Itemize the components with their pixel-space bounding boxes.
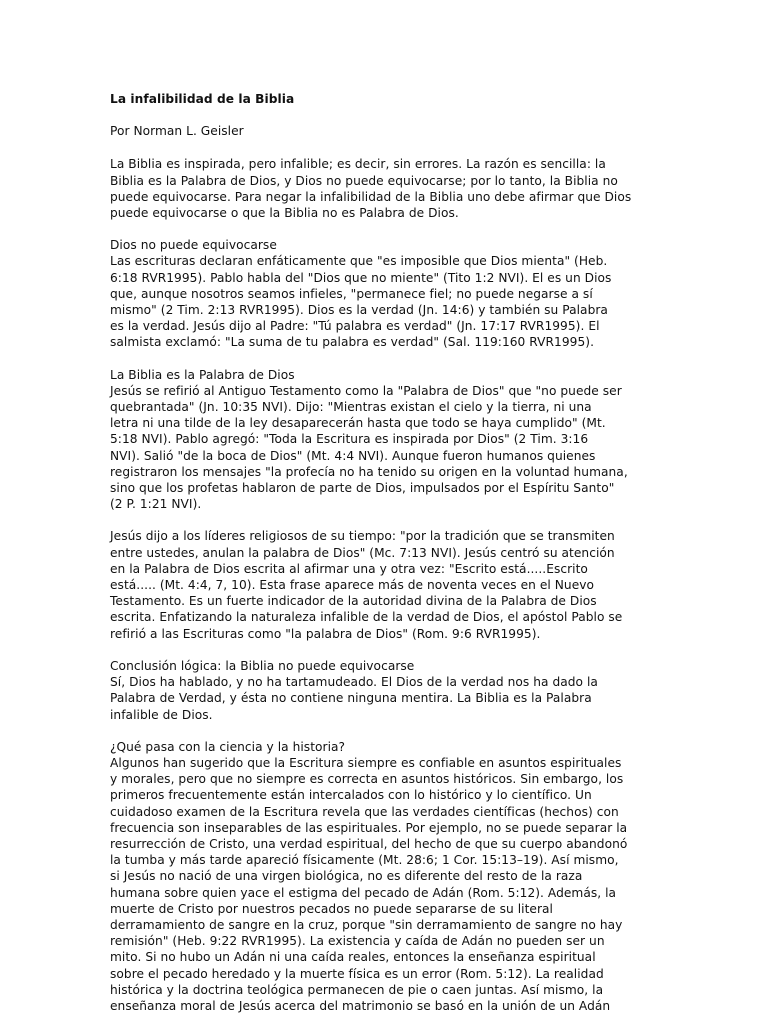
section-heading: Dios no puede equivocarse [110, 238, 277, 253]
document-section [110, 528, 662, 641]
section-heading: Conclusión lógica: la Biblia no puede equivocarse [110, 658, 415, 673]
paragraph-line: Biblia es la Palabra de Dios, y Dios no puede equivocarse; por lo tanto, la Biblia no [110, 173, 618, 188]
paragraph-line: resurrección de Cristo, una verdad espiritual, del hecho de que su cuerpo abandonó [110, 836, 628, 851]
document-section [110, 367, 662, 513]
paragraph-line: puede equivocarse o que la Biblia no es Palabra de Dios. [110, 206, 459, 221]
paragraph-line: Las escrituras declaran enfáticamente que "es imposible que Dios mienta" (Heb. [110, 254, 608, 269]
paragraph-line: sobre el pecado heredado y la muerte física es un error (Rom. 5:12). La realidad [110, 966, 604, 981]
paragraph-line: y morales, pero que no siempre es correcta en asuntos históricos. Sin embargo, los [110, 772, 624, 787]
paragraph-line: salmista exclamó: "La suma de tu palabra es verdad" (Sal. 119:160 RVR1995). [110, 335, 594, 350]
paragraph-line: registraron los mensajes "la profecía no ha tenido su origen en la voluntad humana, [110, 464, 628, 479]
document-section [110, 739, 662, 1014]
document-title: La infalibilidad de la Biblia [110, 92, 295, 106]
paragraph-line: 5:18 NVI). Pablo agregó: "Toda la Escritura es inspirada por Dios" (2 Tim. 3:16 [110, 432, 589, 447]
paragraph-line: Testamento. Es un fuerte indicador de la autoridad divina de la Palabra de Dios [110, 594, 597, 609]
paragraph-line: Sí, Dios ha hablado, y no ha tartamudeado. El Dios de la verdad nos ha dado la [110, 675, 598, 690]
paragraph-line: refirió a las Escrituras como "la palabra de Dios" (Rom. 9:6 RVR1995). [110, 626, 541, 641]
document-author: Por Norman L. Geisler [110, 124, 244, 139]
paragraph-line: La Biblia es inspirada, pero infalible; es decir, sin errores. La razón es sencilla: la [110, 157, 606, 172]
paragraph-line: cuidadoso examen de la Escritura revela que las verdades científicas (hechos) con [110, 804, 619, 819]
paragraph-line: puede equivocarse. Para negar la infalibilidad de la Biblia uno debe afirmar que Dios [110, 189, 632, 204]
section-heading: La Biblia es la Palabra de Dios [110, 367, 295, 382]
paragraph-line: escrita. Enfatizando la naturaleza infalible de la verdad de Dios, el apóstol Pablo se [110, 610, 623, 625]
paragraph-line: quebrantada" (Jn. 10:35 NVI). Dijo: "Mientras existan el cielo y la tierra, ni una [110, 400, 592, 415]
document-section [110, 237, 662, 350]
paragraph-line: enseñanza moral de Jesús acerca del matrimonio se basó en la unión de un Adán [110, 998, 611, 1013]
paragraph-line: Palabra de Verdad, y ésta no contiene ninguna mentira. La Biblia es la Palabra [110, 691, 592, 706]
paragraph-line: si Jesús no nació de una virgen biológica, no es diferente del resto de la raza [110, 869, 583, 884]
paragraph-line: frecuencia son inseparables de las espirituales. Por ejemplo, no se puede separar la [110, 820, 628, 835]
paragraph-line: mito. Si no hubo un Adán ni una caída reales, entonces la enseñanza espiritual [110, 950, 596, 965]
paragraph-line: Jesús se refirió al Antiguo Testamento como la "Palabra de Dios" que "no puede ser [110, 383, 622, 398]
paragraph-line: entre ustedes, anulan la palabra de Dios" (Mc. 7:13 NVI). Jesús centró su atención [110, 545, 615, 560]
paragraph-line: es la verdad. Jesús dijo al Padre: "Tú palabra es verdad" (Jn. 17:17 RVR1995). El [110, 319, 600, 334]
paragraph-line: 6:18 RVR1995). Pablo habla del "Dios que no miente" (Tito 1:2 NVI). El es un Dios [110, 270, 612, 285]
paragraph-line: está..... (Mt. 4:4, 7, 10). Esta frase aparece más de noventa veces en el Nuevo [110, 578, 595, 593]
paragraph-line: primeros frecuentemente están intercalados con lo histórico y lo científico. Un [110, 788, 592, 803]
paragraph-line: que, aunque nosotros seamos infieles, "permanece fiel; no puede negarse a sí [110, 286, 593, 301]
paragraph-line: sino que los profetas hablaron de parte de Dios, impulsados por el Espíritu Santo" [110, 481, 615, 496]
paragraph-line: letra ni una tilde de la ley desaparecerán hasta que todo se haya cumplido" (Mt. [110, 416, 606, 431]
document-page [110, 91, 662, 1030]
paragraph-line: humana sobre quien yace el estigma del pecado de Adán (Rom. 5:12). Además, la [110, 885, 617, 900]
document-section [110, 658, 662, 723]
paragraph-line: mismo" (2 Tim. 2:13 RVR1995). Dios es la verdad (Jn. 14:6) y también su Palabra [110, 303, 608, 318]
paragraph-line: la tumba y más tarde apareció físicamente (Mt. 28:6; 1 Cor. 15:13–19). Así mismo, [110, 853, 619, 868]
paragraph-line: derramamiento de sangre en la cruz, porque "sin derramamiento de sangre no hay [110, 917, 623, 932]
section-heading: ¿Qué pasa con la ciencia y la historia? [110, 739, 346, 754]
paragraph-line: Jesús dijo a los líderes religiosos de su tiempo: "por la tradición que se transmiten [110, 529, 615, 544]
paragraph-line: remisión" (Heb. 9:22 RVR1995). La existencia y caída de Adán no pueden ser un [110, 934, 605, 949]
paragraph-line: histórica y la doctrina teológica permanecen de pie o caen juntas. Así mismo, la [110, 982, 604, 997]
paragraph-line: (2 P. 1:21 NVI). [110, 497, 202, 512]
paragraph-line: infalible de Dios. [110, 707, 213, 722]
paragraph-line: Algunos han sugerido que la Escritura siempre es confiable en asuntos espirituales [110, 755, 622, 770]
paragraph-line: NVI). Salió "de la boca de Dios" (Mt. 4:4 NVI). Aunque fueron humanos quienes [110, 448, 596, 463]
paragraph-line: en la Palabra de Dios escrita al afirmar una y otra vez: "Escrito está.....Escrito [110, 561, 588, 576]
document-body [110, 156, 662, 1014]
document-section [110, 156, 662, 221]
paragraph-line: muerte de Cristo por nuestros pecados no puede separarse de su literal [110, 901, 553, 916]
